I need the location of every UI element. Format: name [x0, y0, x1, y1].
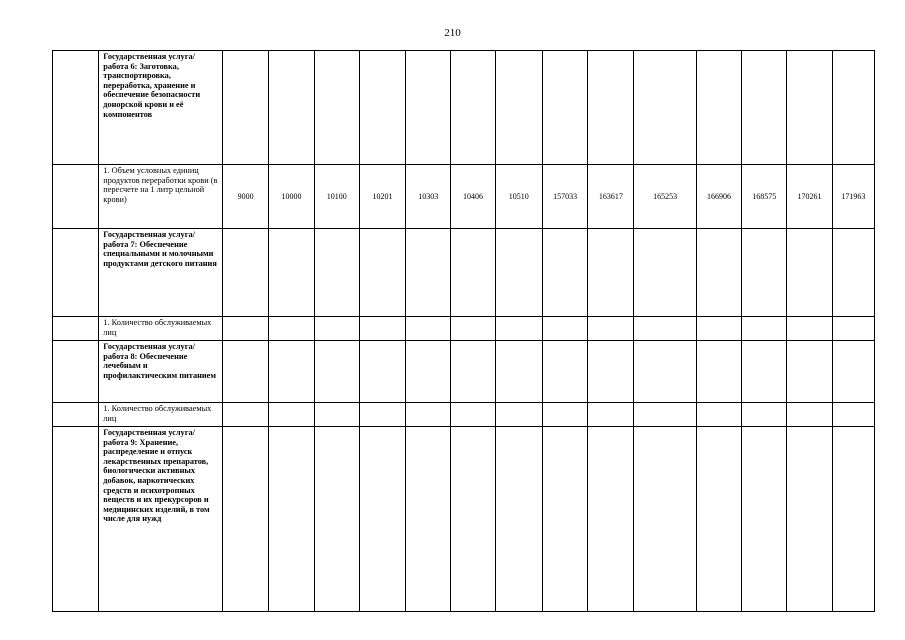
- service-title: Государственная услуга/работа 7: Обеспечение специальными и молочными продуктами детского питания: [99, 229, 223, 317]
- value-cell: [588, 403, 634, 427]
- value-cell: [406, 317, 451, 341]
- value-cell: 10201: [359, 165, 405, 229]
- value-cell: [542, 403, 587, 427]
- value-cell: [634, 403, 696, 427]
- value-cell: [451, 51, 495, 165]
- value-cell: [451, 403, 495, 427]
- indicator-table: [52, 50, 875, 612]
- value-cell: [495, 341, 542, 403]
- value-cell: [787, 229, 832, 317]
- value-cell: [359, 341, 405, 403]
- value-cell: [223, 229, 269, 317]
- value-cell: [696, 427, 741, 612]
- value-cell: [406, 403, 451, 427]
- value-cell: [634, 341, 696, 403]
- value-cell: [634, 317, 696, 341]
- value-cell: [696, 317, 741, 341]
- service-header-row: [53, 427, 875, 612]
- value-cell: [314, 427, 359, 612]
- value-cell: [495, 229, 542, 317]
- value-cell: [495, 403, 542, 427]
- value-cell: 165253: [634, 165, 696, 229]
- value-cell: [742, 229, 787, 317]
- value-cell: [269, 229, 314, 317]
- value-cell: [742, 51, 787, 165]
- value-cell: [406, 51, 451, 165]
- value-cell: [742, 427, 787, 612]
- value-cell: [223, 51, 269, 165]
- value-cell: [832, 51, 874, 165]
- value-cell: [742, 317, 787, 341]
- value-cell: [696, 229, 741, 317]
- value-cell: [495, 427, 542, 612]
- value-cell: [787, 51, 832, 165]
- value-cell: [696, 341, 741, 403]
- value-cell: [787, 403, 832, 427]
- value-cell: [634, 229, 696, 317]
- row-number-cell: [53, 51, 99, 165]
- value-cell: [269, 427, 314, 612]
- value-cell: [314, 229, 359, 317]
- value-cell: [223, 341, 269, 403]
- row-number-cell: [53, 165, 99, 229]
- value-cell: [832, 341, 874, 403]
- value-cell: 163617: [588, 165, 634, 229]
- value-cell: [269, 403, 314, 427]
- service-title: Государственная услуга/работа 9: Хранение, распределение и отпуск лекарственных препаратов, биологически активных добавок, наркотических средств и психотропных веществ и их прекурсоров и медицинских изделий, в том числе для нужд: [99, 427, 223, 612]
- value-cell: [406, 229, 451, 317]
- value-cell: 10000: [269, 165, 314, 229]
- value-cell: [634, 51, 696, 165]
- value-cell: [314, 341, 359, 403]
- value-cell: [314, 317, 359, 341]
- value-cell: [451, 317, 495, 341]
- value-cell: [588, 317, 634, 341]
- value-cell: [832, 317, 874, 341]
- indicator-label: 1. Количество обслуживаемых лиц: [99, 403, 223, 427]
- value-cell: [359, 317, 405, 341]
- value-cell: [588, 341, 634, 403]
- value-cell: [832, 229, 874, 317]
- row-number-cell: [53, 317, 99, 341]
- value-cell: [451, 229, 495, 317]
- value-cell: [359, 229, 405, 317]
- value-cell: [359, 403, 405, 427]
- value-cell: [359, 51, 405, 165]
- value-cell: [451, 427, 495, 612]
- value-cell: [742, 341, 787, 403]
- value-cell: [787, 427, 832, 612]
- value-cell: 166906: [696, 165, 741, 229]
- value-cell: [223, 317, 269, 341]
- indicator-row: [53, 317, 875, 341]
- indicator-row: [53, 165, 875, 229]
- value-cell: [588, 229, 634, 317]
- row-number-cell: [53, 229, 99, 317]
- service-header-row: [53, 341, 875, 403]
- value-cell: [542, 229, 587, 317]
- row-number-cell: [53, 403, 99, 427]
- service-title: Государственная услуга/работа 8: Обеспечение лечебным и профилактическим питанием: [99, 341, 223, 403]
- value-cell: [542, 427, 587, 612]
- value-cell: [787, 317, 832, 341]
- value-cell: 10510: [495, 165, 542, 229]
- value-cell: [406, 427, 451, 612]
- value-cell: [542, 341, 587, 403]
- value-cell: [451, 341, 495, 403]
- indicator-row: [53, 403, 875, 427]
- value-cell: [832, 403, 874, 427]
- value-cell: 157033: [542, 165, 587, 229]
- value-cell: [696, 51, 741, 165]
- value-cell: [832, 427, 874, 612]
- value-cell: 10303: [406, 165, 451, 229]
- value-cell: [542, 317, 587, 341]
- value-cell: [269, 317, 314, 341]
- value-cell: [269, 51, 314, 165]
- value-cell: [269, 341, 314, 403]
- value-cell: 10100: [314, 165, 359, 229]
- value-cell: 171963: [832, 165, 874, 229]
- value-cell: [495, 317, 542, 341]
- value-cell: [223, 427, 269, 612]
- value-cell: 170261: [787, 165, 832, 229]
- value-cell: [314, 403, 359, 427]
- value-cell: [588, 51, 634, 165]
- value-cell: [406, 341, 451, 403]
- indicator-label: 1. Количество обслуживаемых лиц: [99, 317, 223, 341]
- value-cell: [495, 51, 542, 165]
- service-title: Государственная услуга/работа 6: Заготовка, транспортировка, переработка, хранение и обеспечение безопасности донорской крови и её компонентов: [99, 51, 223, 165]
- value-cell: 10406: [451, 165, 495, 229]
- page-number: 210: [444, 27, 461, 39]
- value-cell: [634, 427, 696, 612]
- indicator-label: 1. Объем условных единиц продуктов переработки крови (в пересчете на 1 литр цельной крови): [99, 165, 223, 229]
- row-number-cell: [53, 341, 99, 403]
- value-cell: [359, 427, 405, 612]
- value-cell: [542, 51, 587, 165]
- value-cell: 168575: [742, 165, 787, 229]
- value-cell: [696, 403, 741, 427]
- row-number-cell: [53, 427, 99, 612]
- value-cell: [588, 427, 634, 612]
- value-cell: [787, 341, 832, 403]
- service-header-row: [53, 51, 875, 165]
- value-cell: [742, 403, 787, 427]
- value-cell: 9000: [223, 165, 269, 229]
- value-cell: [314, 51, 359, 165]
- service-header-row: [53, 229, 875, 317]
- value-cell: [223, 403, 269, 427]
